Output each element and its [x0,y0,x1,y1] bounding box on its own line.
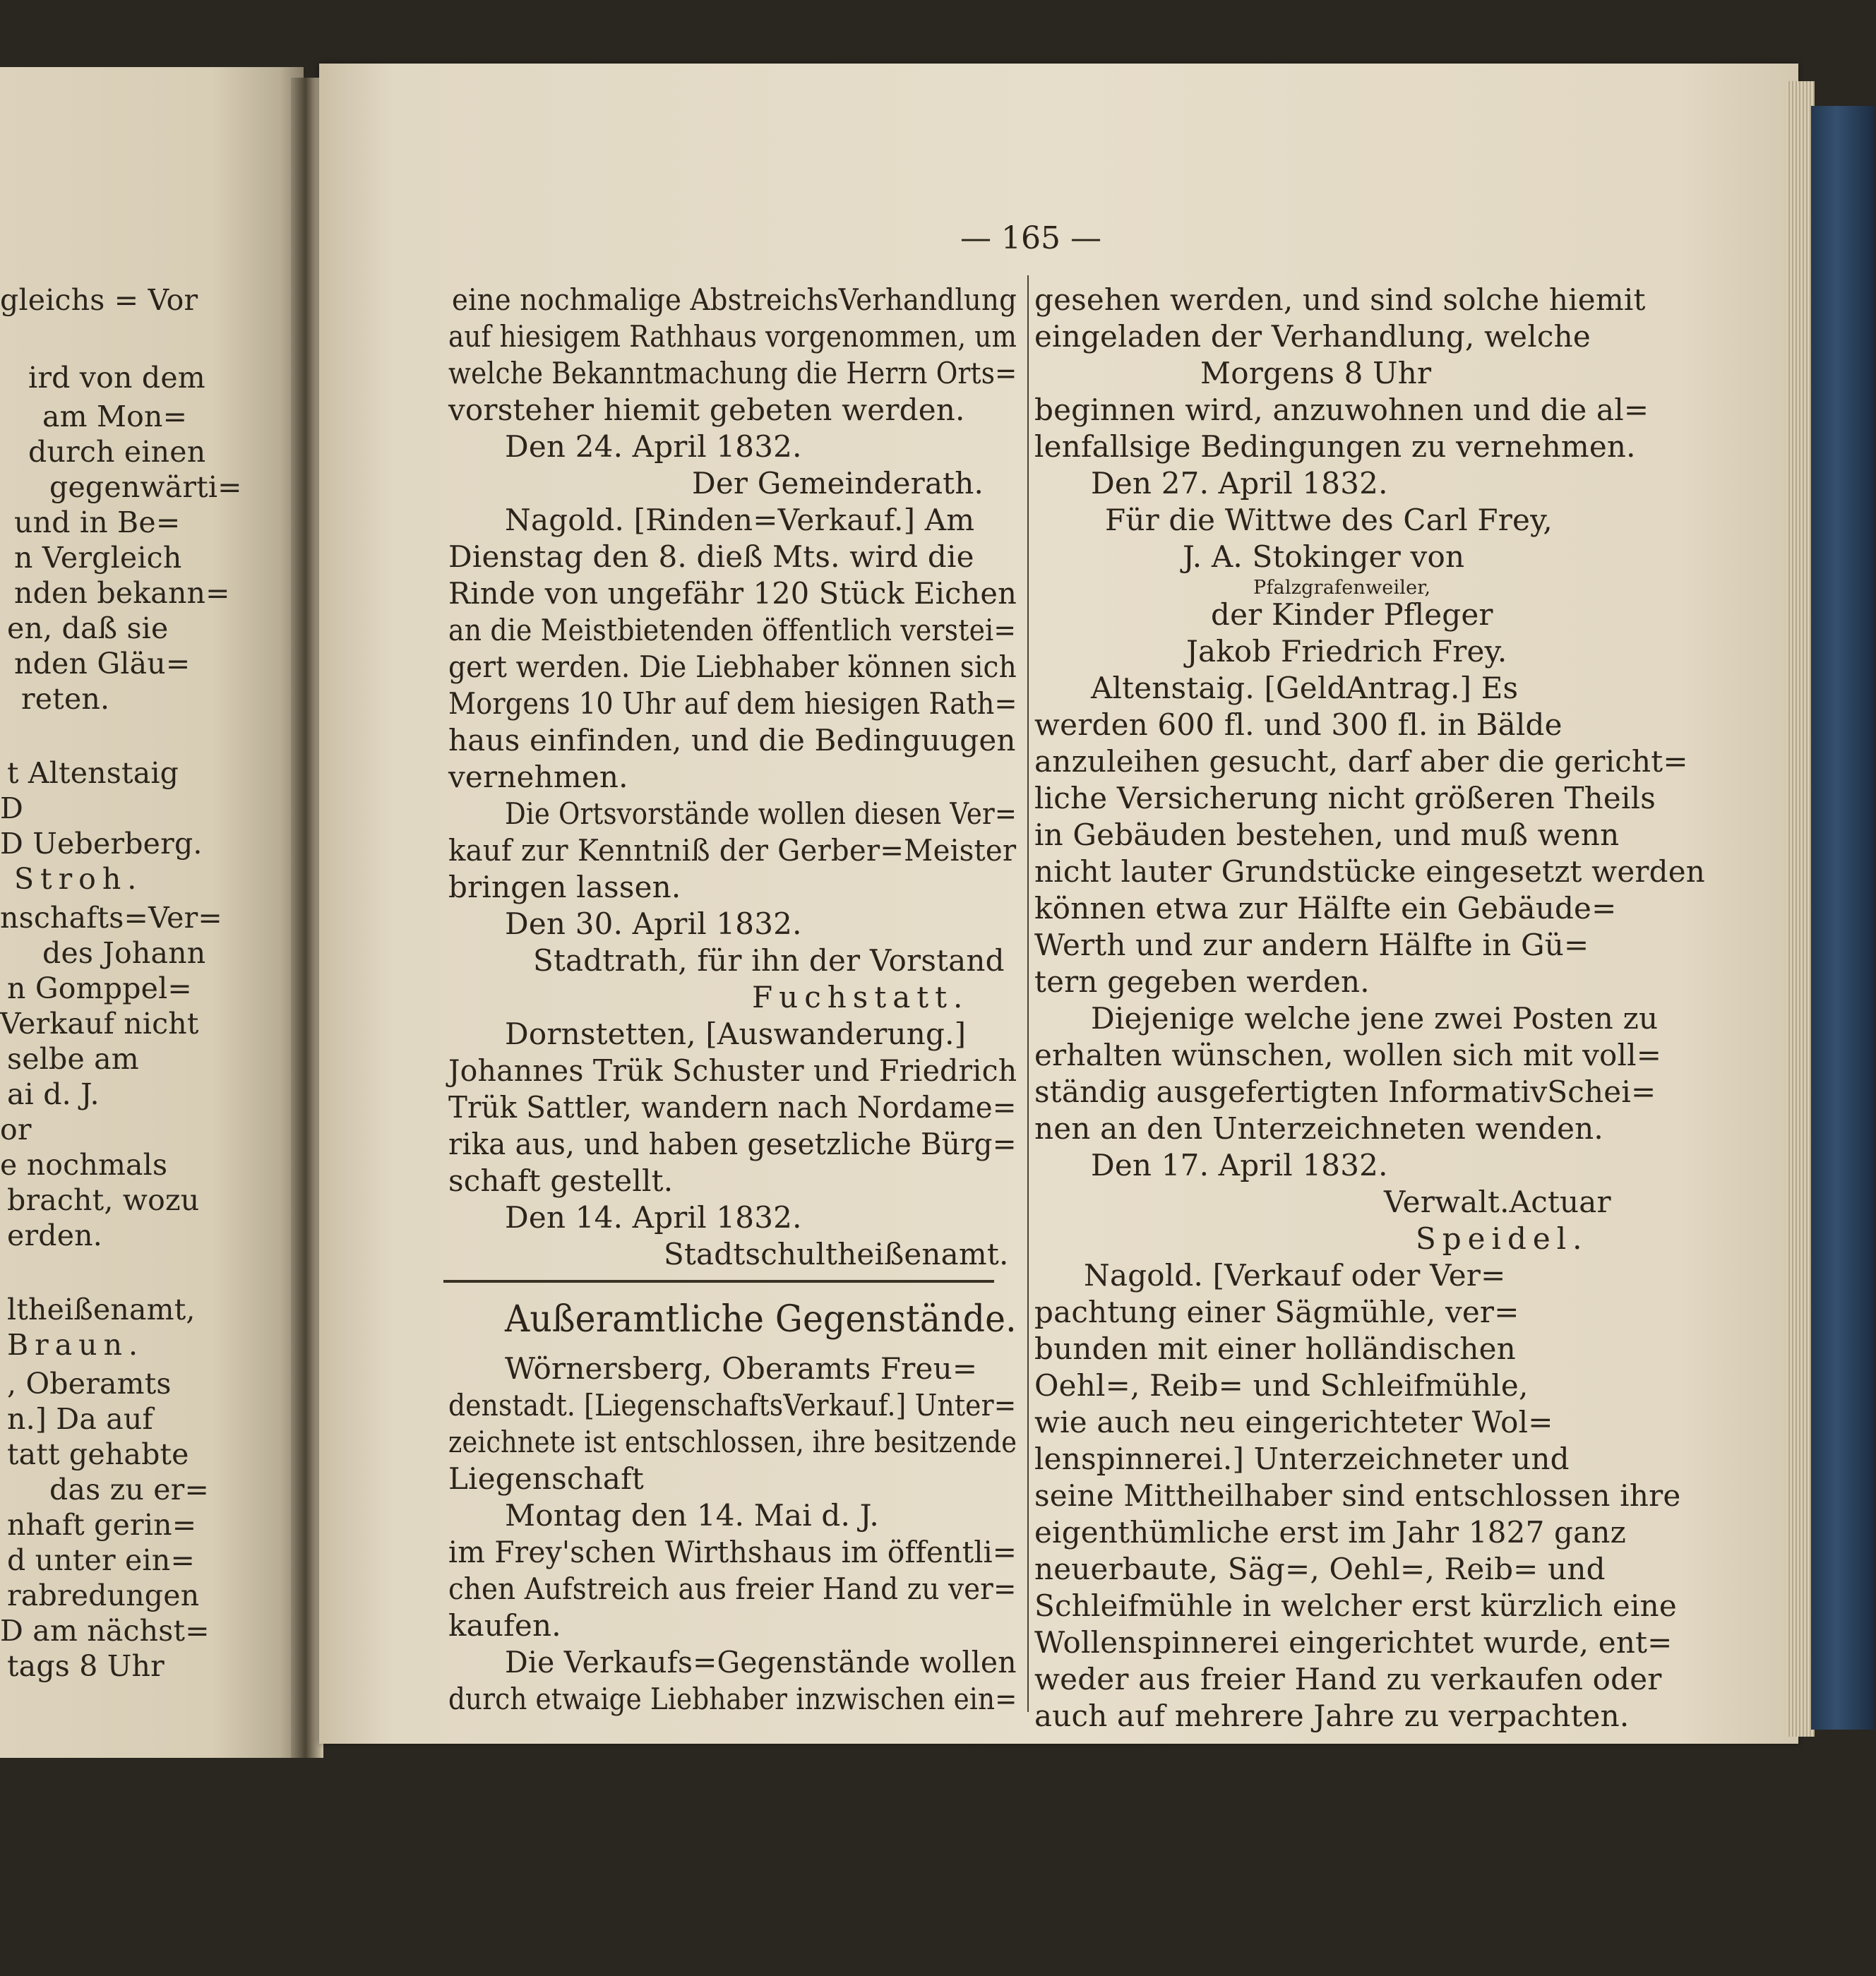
text-line: chen Aufstreich aus freier Hand zu ver= [448,1571,1017,1606]
text-line: haus einfinden, und die Bedinguugen [448,723,1016,758]
text-line: denstadt. [LiegenschaftsVerkauf.] Unter= [448,1388,1017,1423]
left-fragment: des Johann [42,936,206,970]
text-line: seine Mittheilhaber sind entschlossen ihre [1034,1478,1681,1513]
text-line: rika aus, und haben gesetzliche Bürg= [448,1127,1017,1161]
page-number: — 165 — [960,220,1101,256]
text-line: Oehl=, Reib= und Schleifmühle, [1034,1368,1529,1403]
text-line: Johannes Trük Schuster und Friedrich [448,1053,1017,1088]
dateline: Den 30. April 1832. [505,906,802,941]
text-line: liche Versicherung nicht größeren Theils [1034,781,1656,815]
text-line: durch etwaige Liebhaber inzwischen ein= [448,1682,1017,1716]
left-fragment: e nochmals [0,1148,168,1182]
text-line: Morgens 8 Uhr [1200,356,1432,390]
left-fragment: or [0,1113,32,1146]
signature: Jakob Friedrich Frey. [1186,634,1507,669]
text-line: in Gebäuden bestehen, und muß wenn [1034,818,1620,852]
text-line: neuerbaute, Säg=, Oehl=, Reib= und [1034,1552,1606,1586]
left-fragment: n Gomppel= [7,971,192,1005]
notice-heading: Wörnersberg, Oberamts Freu= [505,1351,978,1386]
left-fragment: ltheißenamt, [7,1293,196,1327]
text-line: Rinde von ungefähr 120 Stück Eichen [448,576,1017,611]
left-fragment: D am nächst= [0,1614,210,1648]
text-line: bringen lassen. [448,870,681,904]
left-fragment: ird von dem [28,361,205,395]
signature: der Kinder Pfleger [1211,597,1493,632]
text-line: Dienstag den 8. dieß Mts. wird die [448,539,974,574]
left-fragment: und in Be= [14,505,181,539]
dateline: Den 17. April 1832. [1091,1148,1388,1182]
signature: Fuchstatt. [752,980,969,1014]
dateline: Den 24. April 1832. [505,429,802,464]
left-fragment: das zu er= [49,1473,210,1507]
signature: Verwalt.Actuar [1384,1185,1611,1219]
text-line: auf hiesigem Rathhaus vorgenommen, um [448,319,1017,354]
left-fragment: t Altenstaig [7,756,179,790]
left-fragment: nden Gläu= [14,647,191,681]
left-fragment: nden bekann= [14,576,230,610]
signature: Pfalzgrafenweiler, [1253,577,1431,599]
text-line: zeichnete ist entschlossen, ihre besitzende [448,1425,1017,1459]
text-line: eingeladen der Verhandlung, welche [1034,319,1591,354]
dateline: Den 14. April 1832. [505,1200,802,1235]
text-line: ständig ausgefertigten InformativSchei= [1034,1074,1656,1109]
signature: Stadtrath, für ihn der Vorstand [533,943,1005,978]
notice-heading: Nagold. [Verkauf oder Ver= [1084,1258,1506,1293]
left-fragment: Verkauf nicht [0,1007,199,1041]
text-line: Werth und zur andern Hälfte in Gü= [1034,928,1589,962]
left-fragment: erden. [7,1218,103,1252]
section-rule [443,1280,994,1283]
text-line: beginnen wird, anzuwohnen und die al= [1034,393,1649,427]
text-line: lenfallsige Bedingungen zu vernehmen. [1034,429,1636,464]
text-line: können etwa zur Hälfte ein Gebäude= [1034,891,1617,926]
text-line: Wollenspinnerei eingerichtet wurde, ent= [1034,1625,1673,1660]
text-line: Morgens 10 Uhr auf dem hiesigen Rath= [448,686,1017,721]
text-line: welche Bekanntmachung die Herrn Orts= [448,356,1017,390]
left-fragment: n Vergleich [14,541,182,575]
text-line: an die Meistbietenden öffentlich verstei= [448,613,1017,647]
left-fragment: selbe am [7,1042,139,1076]
book-cover-edge [1811,106,1875,1730]
text-line: anzuleihen gesucht, darf aber die gericht= [1034,744,1688,779]
text-line: Trük Sattler, wandern nach Nordame= [448,1090,1017,1125]
text-line: eine nochmalige AbstreichsVerhandlung [452,282,1017,317]
signature: Speidel. [1416,1221,1589,1256]
left-fragment: tags 8 Uhr [7,1649,165,1683]
text-line: gert werden. Die Liebhaber können sich [448,649,1017,684]
left-fragment: gleichs = Vor [0,283,198,317]
section-heading: Außeramtliche Gegenstände. [505,1298,1017,1341]
text-line: Schleifmühle in welcher erst kürzlich eine [1034,1588,1677,1623]
signature: J. A. Stokinger von [1183,539,1465,574]
column-divider [1027,275,1029,1712]
notice-heading: Nagold. [Rinden=Verkauf.] Am [505,503,975,537]
notice-heading: Altenstaig. [GeldAntrag.] Es [1091,671,1519,705]
text-line: pachtung einer Sägmühle, ver= [1034,1295,1519,1329]
text-line: nicht lauter Grundstücke eingesetzt werden [1034,854,1706,889]
text-line: wie auch neu eingerichteter Wol= [1034,1405,1553,1439]
text-line: kaufen. [448,1608,561,1643]
left-fragment: durch einen [28,435,206,469]
left-fragment: Braun. [7,1328,145,1362]
left-fragment: gegenwärti= [49,470,242,504]
text-line: im Frey'schen Wirthshaus im öffentli= [448,1535,1017,1569]
text-line: Diejenige welche jene zwei Posten zu [1091,1001,1659,1036]
left-fragment: en, daß sie [7,611,169,645]
text-line: lenspinnerei.] Unterzeichneter und [1034,1442,1570,1476]
page-edges [1786,81,1815,1737]
text-line: Die Verkaufs=Gegenstände wollen [505,1645,1017,1679]
left-fragment: rabredungen [7,1579,200,1612]
text-line: Montag den 14. Mai d. J. [505,1498,879,1533]
text-line: erhalten wünschen, wollen sich mit voll= [1034,1038,1662,1072]
text-line: kauf zur Kenntniß der Gerber=Meister [448,833,1017,868]
left-fragment: D [0,791,24,825]
signature: Für die Wittwe des Carl Frey, [1105,503,1553,537]
signature: Stadtschultheißenamt. [664,1237,1009,1271]
dateline: Den 27. April 1832. [1091,466,1388,501]
text-line: Liegenschaft [448,1461,644,1496]
text-line: weder aus freier Hand zu verkaufen oder [1034,1662,1662,1696]
text-line: schaft gestellt. [448,1163,674,1198]
left-fragment: ai d. J. [7,1077,100,1111]
left-fragment: nschafts=Ver= [0,901,222,935]
left-fragment: Stroh. [14,862,143,896]
left-fragment: d unter ein= [7,1543,195,1577]
left-fragment: am Mon= [42,400,188,433]
left-fragment: D Ueberberg. [0,827,203,861]
text-line: vorsteher hiemit gebeten werden. [448,393,965,427]
left-fragment: bracht, wozu [7,1183,200,1217]
left-fragment: , Oberamts [7,1367,172,1401]
text-line: vernehmen. [448,760,628,794]
text-line: gesehen werden, und sind solche hiemit [1034,282,1646,317]
left-fragment: n.] Da auf [7,1402,153,1436]
text-line: bunden mit einer holländischen [1034,1331,1516,1366]
text-line: auch auf mehrere Jahre zu verpachten. [1034,1699,1630,1733]
left-fragment: tatt gehabte [7,1437,189,1471]
text-line: werden 600 fl. und 300 fl. in Bälde [1034,707,1563,742]
text-line: tern gegeben werden. [1034,964,1370,999]
text-line: eigenthümliche erst im Jahr 1827 ganz [1034,1515,1626,1550]
text-line: nen an den Unterzeichneten wenden. [1034,1111,1603,1146]
text-line: Die Ortsvorstände wollen diesen Ver= [505,796,1017,831]
left-fragment: nhaft gerin= [7,1508,197,1542]
left-fragment: reten. [21,682,110,716]
signature: Der Gemeinderath. [692,466,984,501]
notice-heading: Dornstetten, [Auswanderung.] [505,1017,967,1051]
